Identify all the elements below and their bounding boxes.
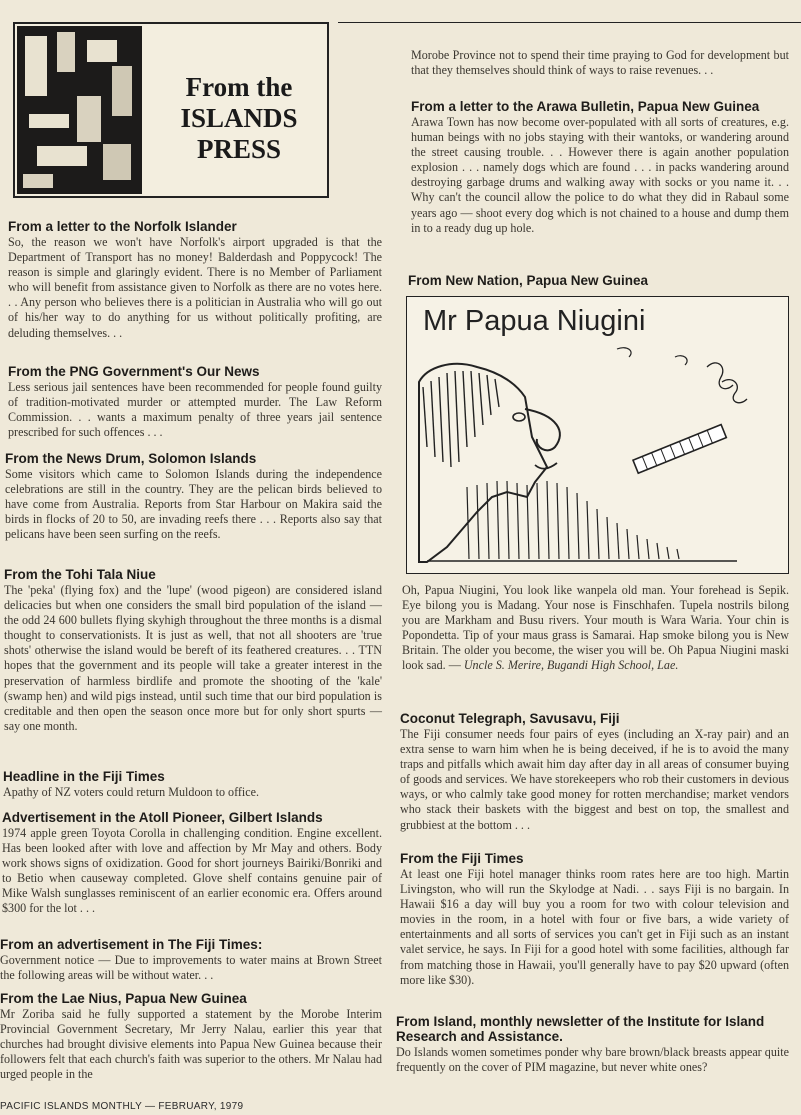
article-heading: From an advertisement in The Fiji Times: (0, 937, 263, 952)
caption-text: Oh, Papua Niugini, You look like wanpela old man. Your forehead is Sepik. Eye bilong you is Madang. Your nose is Finschhafen. Tupela nostrils bilong you are Markham and Busu rivers. Your mouth is Wara Waria. Your chin is Popondetta. Tip of your maus grass is Samarai. Hap smoke bilong you is New Britain. The older you become, the wiser you will be. Oh Papua Niugini maski look sad. — (402, 583, 789, 673)
article-heading: From the Lae Nius, Papua New Guinea (0, 991, 247, 1006)
article-body: At least one Fiji hotel manager thinks room rates here are too high. Martin Livingston, who will run the Skylodge at Nadi. . . says Fiji is no bargain. In Hawaii $16 a day will buy you a room for two with colour television and movies in the room, in a hotel with four or five bars, a wide variety of entertainments and all sorts of services you can't get in Fiji such as an instant valet service, he says. In Fiji for a good hotel with some facilities, although far from matching those in Hawaii, you'll generally have to pay $20 upward (often more like $30). (400, 867, 789, 987)
article-atoll-pioneer (2, 810, 382, 917)
article-island-newsletter (396, 1014, 789, 1075)
article-heading: Advertisement in the Atoll Pioneer, Gilbert Islands (2, 810, 323, 825)
article-body: Some visitors which came to Solomon Islands during the independence celebrations are still in the country. They are the pelican birds believed to have come from Australia. Reports from Star Harbour on Makira said the birds in flocks of 20 to 50, are invading reefs there . . . Reports also say that pelicans have been seen surfing on the reefs. (5, 467, 382, 542)
article-heading: From the News Drum, Solomon Islands (5, 451, 257, 466)
article-heading: From New Nation, Papua New Guinea (408, 273, 649, 288)
article-heading: From Island, monthly newsletter of the Institute for Island Research and Assistance. (396, 1014, 765, 1044)
article-tohi-tala (4, 567, 382, 734)
article-body: Apathy of NZ voters could return Muldoon to office. (3, 785, 260, 799)
page-footer: PACIFIC ISLANDS MONTHLY — FEBRUARY, 1979 (0, 1101, 244, 1112)
article-norfolk (8, 219, 382, 341)
article-body: The Fiji consumer needs four pairs of eyes (including an X-ray pair) and an extra sense to warn him when he is being deceived, if he is to avoid the many traps and pitfalls which await him day after day in all areas of consumer buying of goods and services. We have storekeepers who rob their customers in devious ways, or who calmly take good money for rotten merchandise; market vendors who stack their baskets with the biggest and best on top, the smallest and grubbiest at the bottom . . . (400, 727, 789, 832)
article-body: Government notice — Due to improvements to water mains at Brown Street the following areas will be without water. . . (0, 953, 382, 983)
article-body: The 'peka' (flying fox) and the 'lupe' (wood pigeon) are considered island delicacies but when one considers the small bird population of the island — the odd 24 600 bullets flying skyhigh throughout the three months is a dismal thought to conservationists. It is just as well, that not all shooters are 'true shots' otherwise the island would be bereft of its feathered creatures. . . TTN hopes that the government and its people will take a greater interest in the preservation of harmless birdlife and promote the shooting of the 'kale' (swamp hen) and wild pigs instead, until such time that our bird population is creditable and then open the season once more but for only short spurts — say one month. (4, 583, 382, 733)
article-heading: From a letter to the Arawa Bulletin, Papua New Guinea (411, 99, 760, 114)
top-rule (338, 22, 801, 23)
article-lae-nius (0, 991, 382, 1082)
article-fiji-headline (3, 769, 382, 800)
cartoon-illustration (407, 297, 787, 572)
masthead (13, 22, 329, 198)
article-fiji-times-ad (0, 937, 382, 983)
article-new-nation (408, 273, 789, 289)
article-body: Do Islands women sometimes ponder why bare brown/black breasts appear quite frequently on the cover of PIM magazine, but never white ones? (396, 1045, 789, 1075)
article-heading: Headline in the Fiji Times (3, 769, 165, 784)
article-body: Morobe Province not to spend their time praying to God for development but that they themselves should think of ways to raise revenues. . . (411, 48, 789, 78)
article-coconut-telegraph (400, 711, 789, 833)
masthead-illustration (17, 26, 142, 194)
cartoon-title: Mr Papua Niugini (423, 305, 646, 337)
cartoon-frame (406, 296, 789, 574)
article-continuation (411, 48, 789, 78)
article-body: So, the reason we won't have Norfolk's airport upgraded is that the Department of Transport has no money! Balderdash and Poppycock! The reason is simple and glaringly evident. There is no Member of Parliament who will benefit from assistance given to Norfolk as there are no votes here. . . Any person who believes there is a politician in Australia who will go out of his/her way to do anything for us without politically profiting, are deluding themselves. . . (8, 235, 382, 340)
article-heading: Coconut Telegraph, Savusavu, Fiji (400, 711, 620, 726)
article-fiji-times (400, 851, 789, 988)
article-heading: From the Fiji Times (400, 851, 524, 866)
article-body: Mr Zoriba said he fully supported a statement by the Morobe Interim Provincial Government Secretary, Mr Jerry Nalau, earlier this year that churches had brought divisive elements into Papua New Guinea because their followers felt that each church's faith was superior to the others. Mr Nalau had urged people in the (0, 1007, 382, 1082)
article-heading: From the Tohi Tala Niue (4, 567, 156, 582)
masthead-title: From the ISLANDS PRESS (180, 72, 298, 164)
article-body: Arawa Town has now become over-populated with all sorts of creatures, e.g. human beings with no jobs staying with their wantoks, or wandering around the street causing trouble. . . However there is again another population explosion . . . namely dogs which are found . . . in packs wandering around destroying garbage drums and walking away with socks or you name it. . . Why can't the council allow the police to do what they did in Rabaul some years ago — shoot every dog which is not chained to a house and dump them in to a ready dug up hole. (411, 115, 789, 235)
article-body: Less serious jail sentences have been recommended for people found guilty of tradition-motivated murder or attempted murder. The Law Reform Commission. . . wants a maximum penalty of three years jail sentence prescribed for such offences . . . (8, 380, 382, 440)
article-news-drum (5, 451, 382, 542)
cartoon-caption (402, 583, 789, 674)
article-body: 1974 apple green Toyota Corolla in challenging condition. Engine excellent. Has been looked after with love and affection by Mr May and others. Body work shows signs of oxidization. Good for short journeys Bairiki/Bonriki and to Betio when causeway completed. Glove shelf contains genuine pair of Mike Walsh sunglasses reminiscent of an earlier economic era. Offers around $300 for the lot . . . (2, 826, 382, 916)
article-heading: From a letter to the Norfolk Islander (8, 219, 237, 234)
article-png-our-news (8, 364, 382, 440)
caption-credit: Uncle S. Merire, Bugandi High School, Lae. (463, 658, 679, 673)
article-heading: From the PNG Government's Our News (8, 364, 260, 379)
article-arawa (411, 99, 789, 236)
